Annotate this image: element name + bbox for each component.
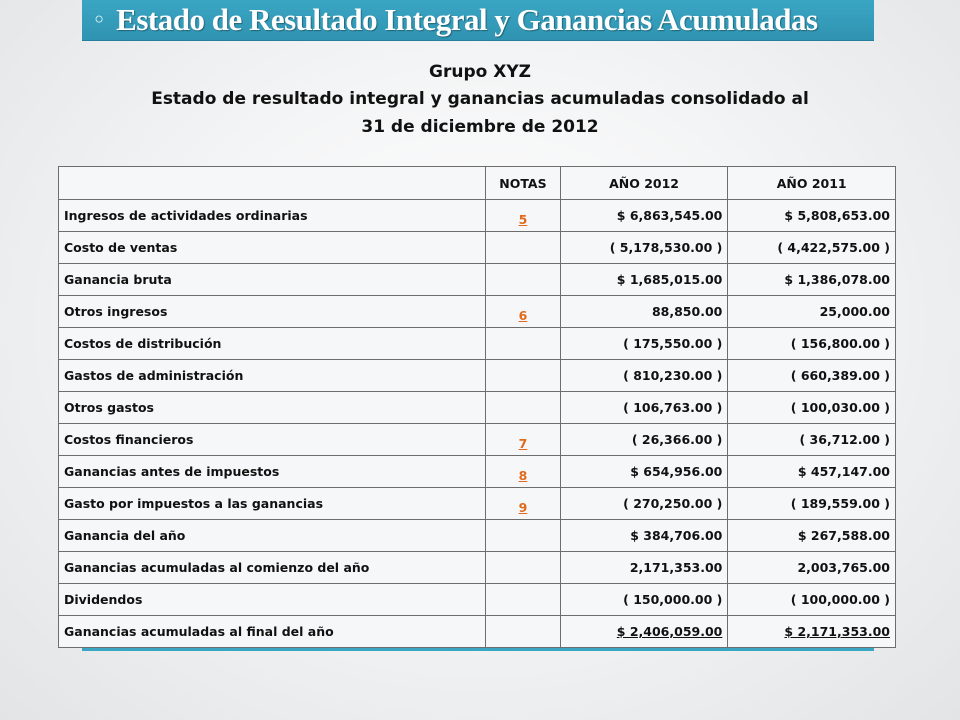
row-note-cell: [486, 424, 561, 456]
company-name: Grupo XYZ: [429, 62, 531, 82]
header-notes: NOTAS: [486, 167, 561, 200]
header-concept: [59, 167, 486, 200]
row-concept: Ingresos de actividades ordinarias: [59, 200, 486, 232]
statement-date: 31 de diciembre de 2012: [361, 117, 599, 137]
row-amount-y2012: $ 384,706.00: [560, 520, 728, 552]
row-amount-y2012: $ 2,406,059.00: [560, 616, 728, 648]
table-row: [59, 392, 896, 424]
row-note-cell: [486, 520, 561, 552]
row-note-cell: [486, 200, 561, 232]
row-amount-y2012: 2,171,353.00: [560, 552, 728, 584]
row-amount-y2011: $ 267,588.00: [728, 520, 896, 552]
row-note-cell: [486, 232, 561, 264]
slide-title: Estado de Resultado Integral y Ganancias Acumuladas: [116, 2, 818, 37]
table-row: [59, 360, 896, 392]
row-amount-y2011: ( 156,800.00 ): [728, 328, 896, 360]
row-note-cell: [486, 296, 561, 328]
table-row: [59, 584, 896, 616]
header-year-2012: AÑO 2012: [560, 167, 728, 200]
table-header-row: [59, 167, 896, 200]
row-concept: Otros gastos: [59, 392, 486, 424]
row-concept: Gasto por impuestos a las ganancias: [59, 488, 486, 520]
table-row: [59, 232, 896, 264]
note-link[interactable]: 6: [518, 308, 528, 323]
row-amount-y2012: ( 270,250.00 ): [560, 488, 728, 520]
row-note-cell: [486, 456, 561, 488]
row-amount-y2011: $ 1,386,078.00: [728, 264, 896, 296]
row-amount-y2011: 25,000.00: [728, 296, 896, 328]
note-link[interactable]: 5: [518, 212, 528, 227]
row-amount-y2012: ( 150,000.00 ): [560, 584, 728, 616]
row-amount-y2011: ( 36,712.00 ): [728, 424, 896, 456]
row-concept: Ganancia bruta: [59, 264, 486, 296]
row-amount-y2011: 2,003,765.00: [728, 552, 896, 584]
table-row: [59, 488, 896, 520]
row-concept: Ganancias acumuladas al final del año: [59, 616, 486, 648]
table-row: [59, 264, 896, 296]
row-amount-y2012: ( 106,763.00 ): [560, 392, 728, 424]
row-amount-y2011: ( 660,389.00 ): [728, 360, 896, 392]
row-amount-y2011: ( 4,422,575.00 ): [728, 232, 896, 264]
table-row: [59, 200, 896, 232]
row-concept: Dividendos: [59, 584, 486, 616]
note-link[interactable]: 9: [518, 500, 528, 515]
table-row: [59, 616, 896, 648]
row-amount-y2012: 88,850.00: [560, 296, 728, 328]
row-concept: Costos de distribución: [59, 328, 486, 360]
table-row: [59, 424, 896, 456]
row-note-cell: [486, 392, 561, 424]
statement-title: Estado de resultado integral y ganancias acumuladas consolidado al: [151, 89, 809, 109]
bottom-accent-line: [82, 648, 874, 651]
row-concept: Ganancias acumuladas al comienzo del año: [59, 552, 486, 584]
row-note-cell: [486, 584, 561, 616]
row-amount-y2012: ( 5,178,530.00 ): [560, 232, 728, 264]
row-note-cell: [486, 616, 561, 648]
table-row: [59, 328, 896, 360]
row-amount-y2011: $ 2,171,353.00: [728, 616, 896, 648]
table-row: [59, 456, 896, 488]
table-row: [59, 552, 896, 584]
table-row: [59, 296, 896, 328]
row-note-cell: [486, 264, 561, 296]
row-concept: Ganancia del año: [59, 520, 486, 552]
row-amount-y2011: $ 5,808,653.00: [728, 200, 896, 232]
note-link[interactable]: 8: [518, 468, 528, 483]
row-concept: Costos financieros: [59, 424, 486, 456]
row-amount-y2012: $ 6,863,545.00: [560, 200, 728, 232]
row-concept: Otros ingresos: [59, 296, 486, 328]
row-amount-y2011: ( 100,030.00 ): [728, 392, 896, 424]
row-concept: Ganancias antes de impuestos: [59, 456, 486, 488]
row-note-cell: [486, 328, 561, 360]
row-note-cell: [486, 488, 561, 520]
row-amount-y2011: ( 100,000.00 ): [728, 584, 896, 616]
row-note-cell: [486, 360, 561, 392]
row-concept: Gastos de administración: [59, 360, 486, 392]
income-statement-table: [58, 166, 896, 648]
bullet-icon: ◦: [92, 6, 107, 34]
title-bar: [82, 0, 874, 41]
row-amount-y2011: ( 189,559.00 ): [728, 488, 896, 520]
row-amount-y2012: ( 175,550.00 ): [560, 328, 728, 360]
row-amount-y2012: ( 810,230.00 ): [560, 360, 728, 392]
header-year-2011: AÑO 2011: [728, 167, 896, 200]
note-link[interactable]: 7: [518, 436, 528, 451]
row-amount-y2012: ( 26,366.00 ): [560, 424, 728, 456]
table-row: [59, 520, 896, 552]
row-note-cell: [486, 552, 561, 584]
row-amount-y2011: $ 457,147.00: [728, 456, 896, 488]
row-amount-y2012: $ 654,956.00: [560, 456, 728, 488]
row-amount-y2012: $ 1,685,015.00: [560, 264, 728, 296]
row-concept: Costo de ventas: [59, 232, 486, 264]
